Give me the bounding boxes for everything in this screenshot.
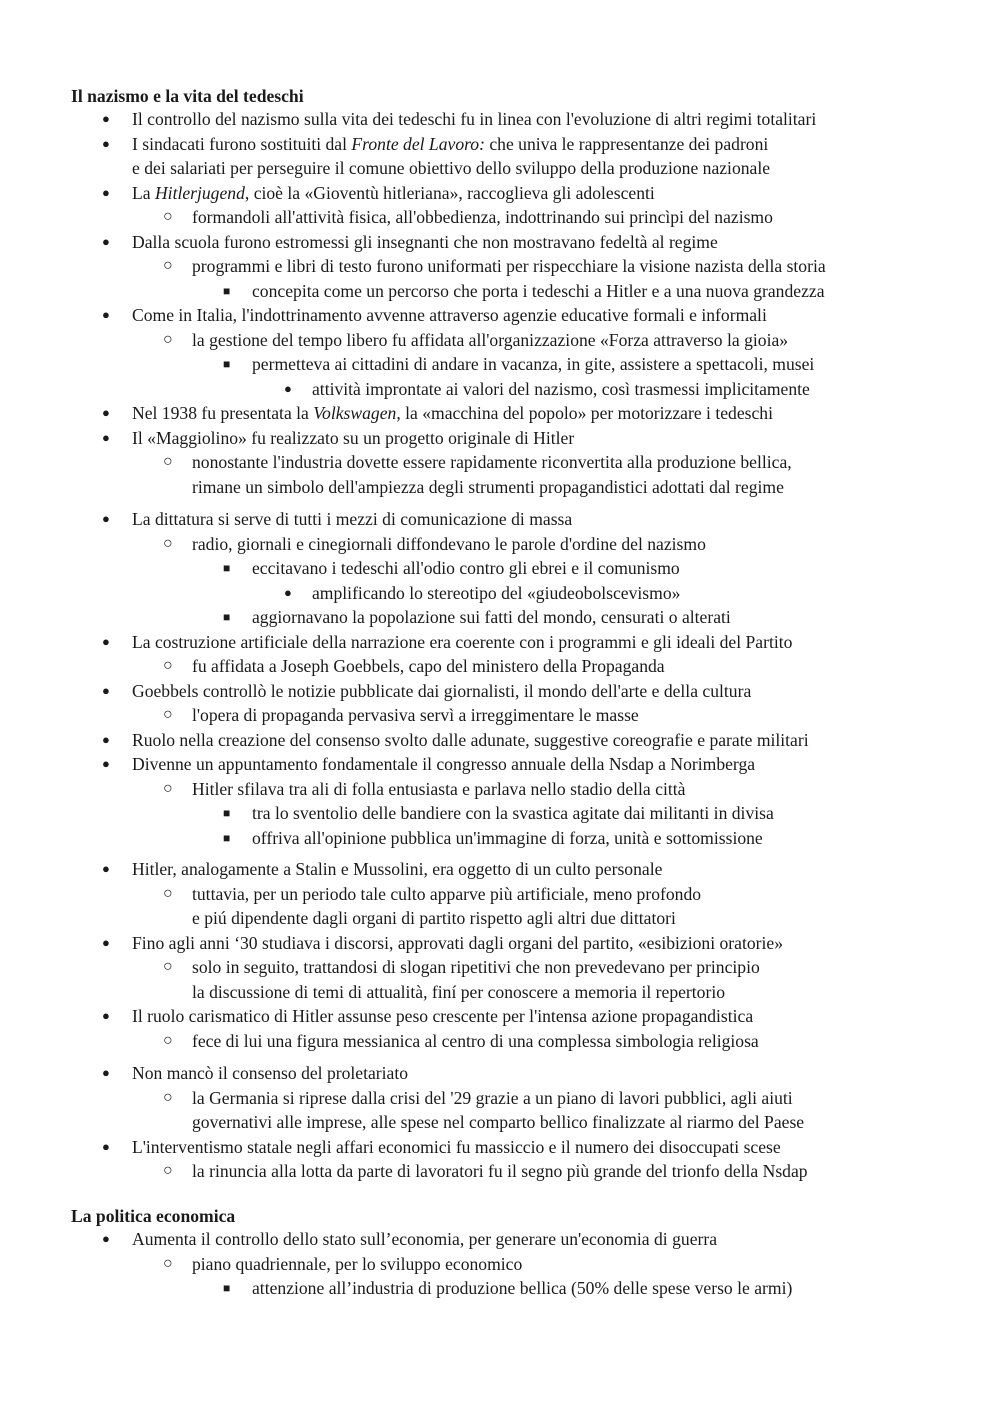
text-run: fece di lui una figura messianica al centro di una complessa simbologia religiosa	[192, 1031, 759, 1051]
text-run: concepita come un percorso che porta i tedeschi a Hitler e a una nuova grandezza	[252, 281, 825, 301]
list-item-text	[132, 1227, 717, 1251]
text-run: Non mancò il consenso del proletariato	[132, 1063, 409, 1083]
bullet-circle-icon: ○	[163, 535, 173, 552]
bullet-circle-icon: ○	[163, 1162, 173, 1179]
list-item-text	[132, 728, 809, 752]
text-run: La dittatura si serve di tutti i mezzi di comunicazione di massa	[132, 509, 573, 529]
text-run: la discussione di temi di attualità, finí per conoscere a memoria il repertorio	[192, 982, 726, 1002]
list-item-text	[192, 906, 676, 930]
bullet-disc-icon: ●	[102, 307, 110, 322]
text-run: e dei salariati per perseguire il comune obiettivo dello sviluppo della produzione nazionale	[132, 158, 771, 178]
list-item-text	[132, 230, 718, 254]
text-run: La costruzione artificiale della narrazione era coerente con i programmi e gli ideali del Partito	[132, 632, 793, 652]
list-item-text	[132, 303, 767, 327]
list-item-text	[132, 507, 572, 531]
text-run: la Germania si riprese dalla crisi del '29 grazie a un piano di lavori pubblici, agli aiuti	[192, 1088, 793, 1108]
list-item-text	[132, 679, 751, 703]
list-item-text	[192, 1110, 804, 1134]
bullet-disc-icon: ●	[102, 756, 110, 771]
text-run: formandoli all'attività fisica, all'obbedienza, indottrinando sui princìpi del nazismo	[192, 207, 773, 227]
bullet-circle-icon: ○	[163, 257, 173, 274]
bullet-square-icon: ■	[223, 831, 231, 845]
text-run: Il ruolo carismatico di Hitler assunse peso crescente per l'intensa azione propagandistica	[132, 1006, 754, 1026]
text-run: Hitler sfilava tra ali di folla entusiasta e parlava nello stadio della città	[192, 779, 686, 799]
bullet-circle-icon: ○	[163, 1255, 173, 1272]
list-item-text	[252, 801, 774, 825]
bullet-square-icon: ■	[223, 1281, 231, 1295]
list-item-text	[132, 1135, 781, 1159]
italic-term: Fronte del Lavoro:	[351, 134, 485, 154]
text-run: , la «macchina del popolo» per motorizzare i tedeschi	[396, 403, 773, 423]
list-item-text	[192, 328, 788, 352]
text-run: radio, giornali e cinegiornali diffondevano le parole d'ordine del nazismo	[192, 534, 706, 554]
list-item-text	[132, 1061, 408, 1085]
bullet-disc-icon: ●	[102, 405, 110, 420]
bullet-square-icon: ■	[223, 561, 231, 575]
bullet-disc-icon: ●	[102, 111, 110, 126]
list-item-text	[192, 703, 639, 727]
bullet-circle-icon: ○	[163, 453, 173, 470]
text-run: eccitavano i tedeschi all'odio contro gli ebrei e il comunismo	[252, 558, 680, 578]
text-run: , cioè la «Gioventù hitleriana», raccoglieva gli adolescenti	[244, 183, 655, 203]
text-run: la rinuncia alla lotta da parte di lavoratori fu il segno più grande del trionfo della Nsdap	[192, 1161, 808, 1181]
text-run: fu affidata a Joseph Goebbels, capo del ministero della Propaganda	[192, 656, 665, 676]
bullet-circle-icon: ○	[163, 1089, 173, 1106]
list-item-text	[252, 1276, 792, 1300]
text-run: la gestione del tempo libero fu affidata all'organizzazione «Forza attraverso la gioia»	[192, 330, 789, 350]
bullet-disc-icon: ●	[102, 430, 110, 445]
bullet-disc-icon: ●	[102, 935, 110, 950]
list-item-text	[312, 377, 810, 401]
list-item-text	[132, 857, 662, 881]
bullet-circle-icon: ○	[163, 1032, 173, 1049]
text-run: Goebbels controllò le notizie pubblicate dai giornalisti, il mondo dell'arte e della cultura	[132, 681, 752, 701]
text-run: tuttavia, per un periodo tale culto apparve più artificiale, meno profondo	[192, 884, 702, 904]
text-run: Fino agli anni ‘30 studiava i discorsi, approvati dagli organi del partito, «esibizioni oratorie»	[132, 933, 783, 953]
list-item-text	[192, 532, 706, 556]
bullet-square-icon: ■	[223, 610, 231, 624]
section-heading: La politica economica	[71, 1206, 236, 1226]
bullet-square-icon: ■	[223, 284, 231, 298]
text-run: e piú dipendente dagli organi di partito rispetto agli altri due dittatori	[192, 908, 676, 928]
section-heading: Il nazismo e la vita del tedeschi	[71, 86, 304, 106]
list-item-text	[192, 654, 665, 678]
text-run: attenzione all’industria di produzione bellica (50% delle spese verso le armi)	[252, 1278, 793, 1298]
list-item-text	[192, 955, 760, 979]
text-run: amplificando lo stereotipo del «giudeobolscevismo»	[312, 583, 681, 603]
text-run: piano quadriennale, per lo sviluppo economico	[192, 1254, 523, 1274]
text-run: nonostante l'industria dovette essere rapidamente riconvertita alla produzione bellica,	[192, 452, 792, 472]
text-run: I sindacati furono sostituiti dal	[132, 134, 352, 154]
text-run: attività improntate ai valori del nazismo, così trasmessi implicitamente	[312, 379, 810, 399]
list-item-text	[132, 401, 773, 425]
list-item-text	[192, 980, 725, 1004]
text-run: programmi e libri di testo furono uniformati per rispecchiare la visione nazista della storia	[192, 256, 826, 276]
list-item-text	[192, 882, 701, 906]
list-item-text	[192, 777, 685, 801]
bullet-disc-icon: ●	[102, 1008, 110, 1023]
bullet-circle-icon: ○	[163, 958, 173, 975]
text-run: che univa le rappresentanze dei padroni	[484, 134, 769, 154]
list-item-text	[252, 279, 825, 303]
bullet-square-icon: ■	[223, 806, 231, 820]
text-run: Aumenta il controllo dello stato sull’economia, per generare un'economia di guerra	[132, 1229, 718, 1249]
bullet-disc-icon: ●	[102, 634, 110, 649]
bullet-circle-icon: ○	[163, 208, 173, 225]
list-item-text	[192, 254, 826, 278]
text-run: governativi alle imprese, alle spese nel comparto bellico finalizzate al riarmo del Paese	[192, 1112, 805, 1132]
bullet-disc-icon: ●	[102, 234, 110, 249]
italic-term: Volkswagen	[313, 403, 397, 423]
list-item-text	[312, 581, 680, 605]
text-run: Ruolo nella creazione del consenso svolto dalle adunate, suggestive coreografie e parate militari	[132, 730, 809, 750]
list-item-text	[132, 181, 655, 205]
text-run: rimane un simbolo dell'ampiezza degli strumenti propagandistici adottati dal regime	[192, 477, 784, 497]
text-run: Hitler, analogamente a Stalin e Mussolini, era oggetto di un culto personale	[132, 859, 663, 879]
list-item-text	[192, 1159, 808, 1183]
list-item-text	[132, 107, 816, 131]
list-item-text	[132, 752, 755, 776]
bullet-disc-icon: ●	[102, 511, 110, 526]
bullet-disc-icon: ●	[102, 1139, 110, 1154]
list-item-text	[132, 1004, 753, 1028]
text-run: Dalla scuola furono estromessi gli insegnanti che non mostravano fedeltà al regime	[132, 232, 718, 252]
bullet-disc-icon: ●	[284, 585, 292, 600]
list-item-text	[192, 205, 773, 229]
list-item-text	[132, 132, 768, 156]
text-run: solo in seguito, trattandosi di slogan ripetitivi che non prevedevano per principio	[192, 957, 760, 977]
bullet-circle-icon: ○	[163, 331, 173, 348]
bullet-disc-icon: ●	[284, 381, 292, 396]
list-item-text	[192, 1252, 522, 1276]
list-item-text	[252, 352, 814, 376]
text-run: Il controllo del nazismo sulla vita dei tedeschi fu in linea con l'evoluzione di altri regimi totalitari	[132, 109, 817, 129]
text-run: aggiornavano la popolazione sui fatti del mondo, censurati o alterati	[252, 607, 731, 627]
text-run: offriva all'opinione pubblica un'immagine di forza, unità e sottomissione	[252, 828, 763, 848]
bullet-disc-icon: ●	[102, 732, 110, 747]
text-run: permetteva ai cittadini di andare in vacanza, in gite, assistere a spettacoli, musei	[252, 354, 815, 374]
text-run: l'opera di propaganda pervasiva servì a irreggimentare le masse	[192, 705, 639, 725]
list-item-text	[192, 475, 784, 499]
text-run: tra lo sventolio delle bandiere con la svastica agitate dai militanti in divisa	[252, 803, 774, 823]
bullet-circle-icon: ○	[163, 885, 173, 902]
list-item-text	[192, 1086, 793, 1110]
bullet-circle-icon: ○	[163, 780, 173, 797]
text-run: Il «Maggiolino» fu realizzato su un progetto originale di Hitler	[132, 428, 575, 448]
text-run: La	[132, 183, 155, 203]
list-item-text	[192, 1029, 759, 1053]
list-item-text	[192, 450, 792, 474]
italic-term: Hitlerjugend	[154, 183, 245, 203]
list-item-text	[132, 630, 792, 654]
bullet-disc-icon: ●	[102, 1231, 110, 1246]
text-run: Come in Italia, l'indottrinamento avvenne attraverso agenzie educative formali e informali	[132, 305, 767, 325]
text-run: Divenne un appuntamento fondamentale il congresso annuale della Nsdap a Norimberga	[132, 754, 756, 774]
bullet-disc-icon: ●	[102, 136, 110, 151]
bullet-circle-icon: ○	[163, 706, 173, 723]
bullet-circle-icon: ○	[163, 657, 173, 674]
text-run: Nel 1938 fu presentata la	[132, 403, 314, 423]
bullet-disc-icon: ●	[102, 861, 110, 876]
list-item-text	[132, 156, 770, 180]
list-item-text	[252, 826, 763, 850]
list-item-text	[252, 605, 731, 629]
list-item-text	[252, 556, 680, 580]
text-run: L'interventismo statale negli affari economici fu massiccio e il numero dei disoccupati scese	[132, 1137, 781, 1157]
bullet-square-icon: ■	[223, 357, 231, 371]
bullet-disc-icon: ●	[102, 1065, 110, 1080]
bullet-disc-icon: ●	[102, 683, 110, 698]
list-item-text	[132, 931, 783, 955]
bullet-disc-icon: ●	[102, 185, 110, 200]
list-item-text	[132, 426, 574, 450]
